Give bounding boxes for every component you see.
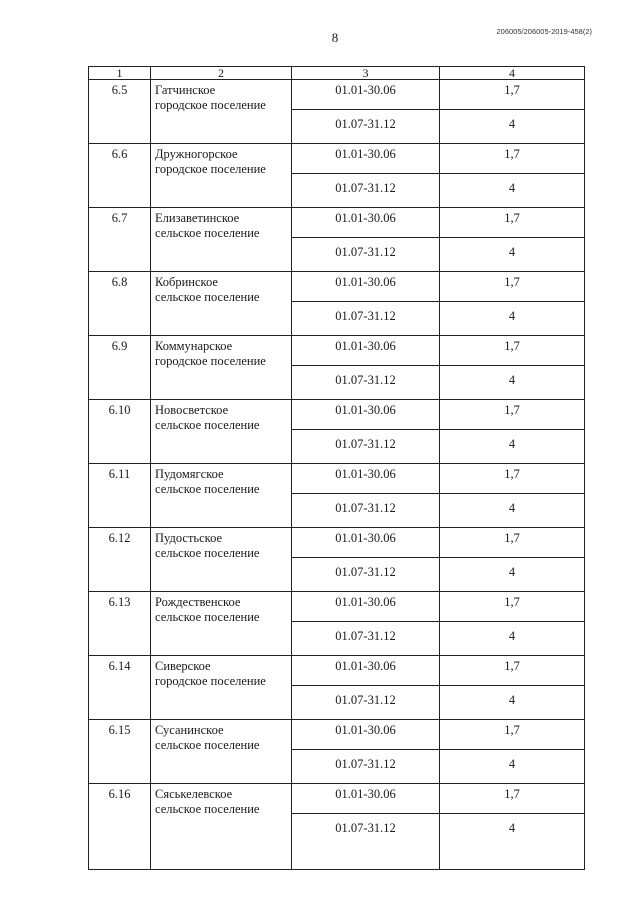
period-cell: 01.07-31.12	[292, 430, 440, 464]
value-cell: 1,7	[440, 208, 585, 238]
table-row	[89, 720, 585, 750]
settlement-name-line2: сельское поселение	[155, 226, 260, 240]
settlement-name-line2: сельское поселение	[155, 610, 260, 624]
column-header: 4	[440, 67, 585, 80]
settlement-name	[151, 336, 292, 400]
value-cell: 1,7	[440, 400, 585, 430]
value-cell: 1,7	[440, 144, 585, 174]
table-row	[89, 464, 585, 494]
row-number: 6.10	[89, 400, 151, 464]
settlement-name	[151, 720, 292, 784]
period-cell: 01.07-31.12	[292, 174, 440, 208]
settlement-name-line2: сельское поселение	[155, 546, 260, 560]
table-row	[89, 784, 585, 814]
settlement-name-line1: Сиверское	[155, 659, 211, 673]
table-row	[89, 272, 585, 302]
period-cell: 01.01-30.06	[292, 464, 440, 494]
period-cell: 01.01-30.06	[292, 656, 440, 686]
value-cell: 4	[440, 366, 585, 400]
table-row	[89, 592, 585, 622]
value-cell: 1,7	[440, 464, 585, 494]
period-cell: 01.01-30.06	[292, 208, 440, 238]
value-cell: 4	[440, 622, 585, 656]
page-number: 8	[331, 30, 339, 45]
row-number: 6.12	[89, 528, 151, 592]
period-cell: 01.07-31.12	[292, 238, 440, 272]
table-row	[89, 336, 585, 366]
value-cell: 4	[440, 814, 585, 870]
row-number: 6.11	[89, 464, 151, 528]
column-header: 1	[89, 67, 151, 80]
settlement-name	[151, 80, 292, 144]
row-number: 6.13	[89, 592, 151, 656]
value-cell: 4	[440, 238, 585, 272]
settlement-name-line1: Коммунарское	[155, 339, 233, 353]
settlement-name-line2: сельское поселение	[155, 290, 260, 304]
period-cell: 01.01-30.06	[292, 336, 440, 366]
period-cell: 01.07-31.12	[292, 622, 440, 656]
document-id: 206005/206005-2019-458(2)	[496, 27, 592, 36]
table-row	[89, 400, 585, 430]
table-row	[89, 528, 585, 558]
value-cell: 4	[440, 494, 585, 528]
period-cell: 01.07-31.12	[292, 494, 440, 528]
settlement-name-line1: Новосветское	[155, 403, 229, 417]
settlement-name-line2: сельское поселение	[155, 802, 260, 816]
row-number: 6.15	[89, 720, 151, 784]
row-number: 6.5	[89, 80, 151, 144]
row-number: 6.8	[89, 272, 151, 336]
settlement-name-line2: городское поселение	[155, 354, 266, 368]
period-cell: 01.07-31.12	[292, 750, 440, 784]
value-cell: 4	[440, 686, 585, 720]
settlement-name-line1: Дружногорское	[155, 147, 238, 161]
settlement-name-line2: городское поселение	[155, 162, 266, 176]
period-cell: 01.07-31.12	[292, 686, 440, 720]
row-number: 6.16	[89, 784, 151, 870]
period-cell: 01.07-31.12	[292, 558, 440, 592]
period-cell: 01.07-31.12	[292, 366, 440, 400]
period-cell: 01.07-31.12	[292, 814, 440, 870]
row-number: 6.6	[89, 144, 151, 208]
value-cell: 1,7	[440, 592, 585, 622]
settlement-name	[151, 272, 292, 336]
settlement-name	[151, 400, 292, 464]
settlement-name-line2: сельское поселение	[155, 418, 260, 432]
settlement-name	[151, 528, 292, 592]
period-cell: 01.01-30.06	[292, 784, 440, 814]
settlement-name-line1: Сяськелевское	[155, 787, 233, 801]
settlement-name-line2: городское поселение	[155, 98, 266, 112]
period-cell: 01.01-30.06	[292, 720, 440, 750]
value-cell: 4	[440, 302, 585, 336]
value-cell: 4	[440, 430, 585, 464]
value-cell: 1,7	[440, 80, 585, 110]
period-cell: 01.07-31.12	[292, 110, 440, 144]
settlement-name-line2: городское поселение	[155, 674, 266, 688]
table-header-row	[89, 67, 585, 80]
value-cell: 1,7	[440, 336, 585, 366]
tariff-table	[88, 66, 585, 870]
value-cell: 4	[440, 110, 585, 144]
period-cell: 01.01-30.06	[292, 80, 440, 110]
settlement-name-line2: сельское поселение	[155, 482, 260, 496]
value-cell: 1,7	[440, 528, 585, 558]
period-cell: 01.01-30.06	[292, 272, 440, 302]
value-cell: 4	[440, 558, 585, 592]
table-row	[89, 656, 585, 686]
table-body	[89, 80, 585, 870]
period-cell: 01.01-30.06	[292, 528, 440, 558]
value-cell: 1,7	[440, 784, 585, 814]
period-cell: 01.01-30.06	[292, 592, 440, 622]
table-row	[89, 144, 585, 174]
value-cell: 1,7	[440, 656, 585, 686]
value-cell: 1,7	[440, 720, 585, 750]
settlement-name-line1: Пудомягское	[155, 467, 224, 481]
settlement-name-line2: сельское поселение	[155, 738, 260, 752]
column-header: 2	[151, 67, 292, 80]
settlement-name-line1: Пудостьское	[155, 531, 223, 545]
table-row	[89, 80, 585, 110]
period-cell: 01.07-31.12	[292, 302, 440, 336]
table-row	[89, 208, 585, 238]
row-number: 6.9	[89, 336, 151, 400]
row-number: 6.7	[89, 208, 151, 272]
settlement-name	[151, 144, 292, 208]
settlement-name	[151, 656, 292, 720]
row-number: 6.14	[89, 656, 151, 720]
settlement-name	[151, 464, 292, 528]
settlement-name	[151, 592, 292, 656]
period-cell: 01.01-30.06	[292, 144, 440, 174]
settlement-name	[151, 784, 292, 870]
settlement-name-line1: Елизаветинское	[155, 211, 240, 225]
settlement-name-line1: Гатчинское	[155, 83, 216, 97]
value-cell: 4	[440, 174, 585, 208]
value-cell: 1,7	[440, 272, 585, 302]
value-cell: 4	[440, 750, 585, 784]
settlement-name	[151, 208, 292, 272]
settlement-name-line1: Рождественское	[155, 595, 241, 609]
settlement-name-line1: Сусанинское	[155, 723, 224, 737]
settlement-name-line1: Кобринское	[155, 275, 218, 289]
period-cell: 01.01-30.06	[292, 400, 440, 430]
column-header: 3	[292, 67, 440, 80]
